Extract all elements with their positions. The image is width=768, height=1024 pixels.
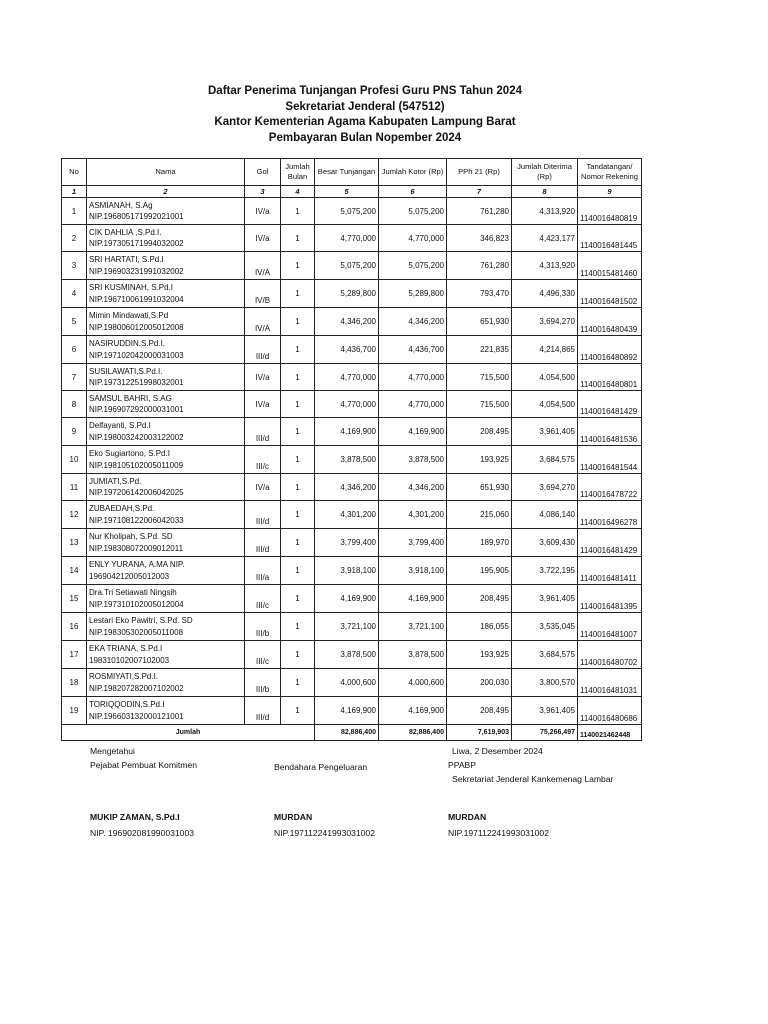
row-jumlah-diterima: 4,054,500 (512, 364, 578, 391)
row-pph: 793,470 (447, 280, 512, 308)
row-jumlah-diterima: 3,535,045 (512, 613, 578, 641)
row-name-cell (87, 585, 245, 613)
row-gol: IV/a (245, 391, 281, 418)
row-no: 9 (62, 418, 87, 446)
header-jumlah-bulan: Jumlah Bulan (281, 159, 315, 186)
row-jumlah-diterima: 3,800,570 (512, 669, 578, 697)
table-row (62, 336, 642, 364)
row-besar-tunjangan: 4,770,000 (315, 391, 379, 418)
row-nip: NIP.196603132000121001 (89, 711, 184, 721)
row-rekening: 1140016481411 (578, 557, 642, 585)
header-besar-tunjangan: Besar Tunjangan (315, 159, 379, 186)
row-pph: 186,055 (447, 613, 512, 641)
row-pph: 200,030 (447, 669, 512, 697)
row-jumlah-bulan: 1 (281, 391, 315, 418)
row-name-cell (87, 529, 245, 557)
row-no: 14 (62, 557, 87, 585)
row-jumlah-diterima: 3,961,405 (512, 418, 578, 446)
row-nip: NIP.197108122006042033 (89, 515, 184, 525)
row-pph: 208,495 (447, 697, 512, 725)
row-jumlah-kotor: 4,169,900 (379, 697, 447, 725)
row-rekening: 1140016480892 (578, 336, 642, 364)
row-jumlah-diterima: 3,722,195 (512, 557, 578, 585)
row-jumlah-diterima: 3,694,270 (512, 474, 578, 501)
row-name: Delfayanti, S.Pd.I (89, 421, 151, 430)
row-name-cell (87, 252, 245, 280)
row-name: JUMIATI,S.Pd. (89, 476, 142, 486)
row-gol: IV/a (245, 225, 281, 252)
row-name-cell (87, 336, 245, 364)
row-nip: NIP.197102042000031003 (89, 350, 184, 360)
col-number: 4 (281, 186, 315, 198)
row-rekening: 1140016481544 (578, 446, 642, 474)
header-jumlah-diterima: Jumlah Diterima (Rp) (512, 159, 578, 186)
row-gol: III/d (245, 697, 281, 725)
row-name-cell (87, 198, 245, 225)
row-jumlah-diterima: 4,214,865 (512, 336, 578, 364)
row-name-cell (87, 364, 245, 391)
row-jumlah-bulan: 1 (281, 697, 315, 725)
total-pph: 7,619,903 (447, 725, 512, 741)
row-besar-tunjangan: 3,918,100 (315, 557, 379, 585)
row-jumlah-bulan: 1 (281, 336, 315, 364)
row-jumlah-kotor: 5,075,200 (379, 198, 447, 225)
row-pph: 651,930 (447, 474, 512, 501)
row-gol: III/c (245, 585, 281, 613)
col-number: 2 (87, 186, 245, 198)
row-jumlah-bulan: 1 (281, 446, 315, 474)
table-row (62, 585, 642, 613)
row-no: 15 (62, 585, 87, 613)
row-jumlah-bulan: 1 (281, 474, 315, 501)
row-jumlah-bulan: 1 (281, 613, 315, 641)
row-name-cell (87, 225, 245, 252)
row-jumlah-kotor: 4,169,900 (379, 418, 447, 446)
row-pph: 651,930 (447, 308, 512, 336)
document-title (0, 84, 730, 146)
row-nip: NIP.198003242003122002 (89, 432, 184, 442)
total-kotor: 82,886,400 (379, 725, 447, 741)
sig-middle-role: Bendahara Pengeluaran (274, 762, 368, 772)
row-jumlah-kotor: 4,770,000 (379, 364, 447, 391)
row-nip: NIP.196907292000031001 (89, 405, 184, 414)
row-jumlah-kotor: 4,301,200 (379, 501, 447, 529)
header-jumlah-kotor: Jumlah Kotor (Rp) (379, 159, 447, 186)
row-nip: NIP.197312251998032001 (89, 378, 184, 387)
sig-middle-nip: NIP.197112241993031002 (274, 828, 375, 838)
row-jumlah-bulan: 1 (281, 225, 315, 252)
row-gol: III/c (245, 641, 281, 669)
row-name: SAMSUL BAHRI, S.AG (89, 393, 172, 403)
row-gol: III/b (245, 669, 281, 697)
row-jumlah-diterima: 3,609,430 (512, 529, 578, 557)
row-besar-tunjangan: 5,075,200 (315, 252, 379, 280)
row-jumlah-bulan: 1 (281, 641, 315, 669)
row-jumlah-diterima: 4,313,920 (512, 252, 578, 280)
row-nip: NIP.198207282007102002 (89, 683, 184, 693)
total-besar: 82,886,400 (315, 725, 379, 741)
row-name: Lestari Eko Pawitri, S.Pd. SD (89, 616, 193, 625)
row-pph: 715,500 (447, 391, 512, 418)
row-jumlah-bulan: 1 (281, 585, 315, 613)
row-no: 4 (62, 280, 87, 308)
row-gol: III/d (245, 418, 281, 446)
row-jumlah-diterima: 4,086,140 (512, 501, 578, 529)
table-row (62, 308, 642, 336)
row-no: 11 (62, 474, 87, 501)
row-name: Eko Sugiartono, S.Pd.I (89, 449, 170, 458)
row-nip: NIP.196903231991032002 (89, 266, 184, 276)
table-row (62, 613, 642, 641)
row-pph: 208,495 (447, 585, 512, 613)
row-jumlah-kotor: 4,346,200 (379, 308, 447, 336)
table-row (62, 446, 642, 474)
row-no: 17 (62, 641, 87, 669)
row-jumlah-bulan: 1 (281, 418, 315, 446)
row-name-cell (87, 391, 245, 418)
row-nip: NIP.198308072009012011 (89, 543, 184, 553)
table-row (62, 418, 642, 446)
table-row (62, 641, 642, 669)
sig-right-role: PPABP (448, 760, 477, 770)
row-jumlah-kotor: 4,770,000 (379, 225, 447, 252)
row-jumlah-bulan: 1 (281, 557, 315, 585)
row-name: CIK DAHLIA ,S.Pd.I. (89, 227, 162, 237)
row-pph: 195,905 (447, 557, 512, 585)
row-gol: III/d (245, 501, 281, 529)
sig-left-line2: Pejabat Pembuat Komitmen (90, 760, 198, 770)
row-pph: 193,925 (447, 446, 512, 474)
row-besar-tunjangan: 4,301,200 (315, 501, 379, 529)
row-no: 5 (62, 308, 87, 336)
col-number: 3 (245, 186, 281, 198)
col-number: 6 (379, 186, 447, 198)
row-jumlah-bulan: 1 (281, 280, 315, 308)
row-gol: IV/a (245, 474, 281, 501)
row-no: 12 (62, 501, 87, 529)
row-jumlah-kotor: 4,000,600 (379, 669, 447, 697)
total-diterima: 75,266,497 (512, 725, 578, 741)
row-no: 19 (62, 697, 87, 725)
row-jumlah-kotor: 3,721,100 (379, 613, 447, 641)
row-name: Dra.Tri Setiawati Ningsih (89, 588, 177, 597)
row-besar-tunjangan: 4,169,900 (315, 585, 379, 613)
row-no: 7 (62, 364, 87, 391)
column-number-row (62, 186, 642, 198)
header-pph: PPh 21 (Rp) (447, 159, 512, 186)
row-name: Mimin Mindawati,S.Pd (89, 311, 169, 320)
row-name-cell (87, 280, 245, 308)
title-line-1: Daftar Penerima Tunjangan Profesi Guru PNS Tahun 2024 (208, 85, 522, 97)
row-jumlah-diterima: 3,694,270 (512, 308, 578, 336)
row-jumlah-diterima: 4,313,920 (512, 198, 578, 225)
row-rekening: 1140016478722 (578, 474, 642, 501)
row-rekening: 1140016481031 (578, 669, 642, 697)
row-name: ZUBAEDAH,S.Pd. (89, 504, 155, 513)
row-name: ROSMIYATI,S.Pd.I. (89, 672, 159, 681)
sig-left-name: MUKIP ZAMAN, S.Pd.I (90, 812, 180, 822)
row-gol: IV/a (245, 364, 281, 391)
row-besar-tunjangan: 3,878,500 (315, 446, 379, 474)
table-row (62, 280, 642, 308)
row-name: ASMIANAH, S.Ag (89, 200, 153, 210)
recipient-table (61, 158, 642, 741)
row-nip: NIP.198105102005011009 (89, 460, 184, 470)
row-gol: IV/a (245, 198, 281, 225)
table-row (62, 474, 642, 501)
row-gol: III/c (245, 446, 281, 474)
row-no: 6 (62, 336, 87, 364)
row-nip: NIP.198006012005012008 (89, 322, 184, 332)
row-besar-tunjangan: 4,346,200 (315, 474, 379, 501)
col-number: 8 (512, 186, 578, 198)
row-pph: 208,495 (447, 418, 512, 446)
row-jumlah-diterima: 4,423,177 (512, 225, 578, 252)
row-no: 1 (62, 198, 87, 225)
row-jumlah-bulan: 1 (281, 364, 315, 391)
row-besar-tunjangan: 3,799,400 (315, 529, 379, 557)
row-rekening: 1140016481502 (578, 280, 642, 308)
row-jumlah-bulan: 1 (281, 529, 315, 557)
row-no: 13 (62, 529, 87, 557)
row-nip: NIP.196805171992021001 (89, 212, 184, 221)
row-jumlah-bulan: 1 (281, 501, 315, 529)
row-name: ENLY YURANA, A.MA NIP. (89, 560, 185, 569)
row-rekening: 1140016481007 (578, 613, 642, 641)
row-besar-tunjangan: 4,169,900 (315, 697, 379, 725)
total-rekening: 1140021462448 (578, 725, 642, 741)
row-nip: NIP.197206142006042025 (89, 488, 184, 497)
table-header-row (62, 159, 642, 186)
row-jumlah-kotor: 3,878,500 (379, 641, 447, 669)
row-rekening: 1140016481429 (578, 391, 642, 418)
sig-right-date: Liwa, 2 Desember 2024 (452, 746, 543, 756)
row-name: EKA TRIANA, S.Pd.I (89, 644, 163, 653)
row-name: Nur Kholipah, S.Pd. SD (89, 532, 173, 541)
row-besar-tunjangan: 4,000,600 (315, 669, 379, 697)
row-gol: III/b (245, 613, 281, 641)
row-name-cell (87, 697, 245, 725)
row-rekening: 1140015481460 (578, 252, 642, 280)
row-besar-tunjangan: 5,289,800 (315, 280, 379, 308)
row-gol: III/d (245, 336, 281, 364)
title-line-3: Kantor Kementerian Agama Kabupaten Lampung Barat (214, 116, 516, 128)
row-jumlah-kotor: 5,075,200 (379, 252, 447, 280)
row-gol: III/d (245, 529, 281, 557)
sig-left-line1: Mengetahui (90, 746, 135, 756)
row-jumlah-bulan: 1 (281, 252, 315, 280)
row-rekening: 1140016480702 (578, 641, 642, 669)
row-jumlah-kotor: 5,289,800 (379, 280, 447, 308)
table-row (62, 364, 642, 391)
row-name-cell (87, 418, 245, 446)
row-pph: 761,280 (447, 252, 512, 280)
table-row (62, 697, 642, 725)
row-pph: 215,060 (447, 501, 512, 529)
row-jumlah-diterima: 4,496,330 (512, 280, 578, 308)
row-jumlah-bulan: 1 (281, 198, 315, 225)
row-nip: NIP.198305302005011008 (89, 627, 184, 637)
row-jumlah-kotor: 4,770,000 (379, 391, 447, 418)
row-pph: 221,835 (447, 336, 512, 364)
row-besar-tunjangan: 4,770,000 (315, 364, 379, 391)
row-gol: IV/A (245, 308, 281, 336)
sig-middle-name: MURDAN (274, 812, 313, 822)
sig-right-nip: NIP.197112241993031002 (448, 828, 549, 838)
row-name-cell (87, 641, 245, 669)
table-row (62, 501, 642, 529)
row-nip: 196904212005012003 (89, 571, 170, 581)
title-line-2: Sekretariat Jenderal (547512) (285, 100, 445, 113)
row-jumlah-kotor: 4,436,700 (379, 336, 447, 364)
row-besar-tunjangan: 4,770,000 (315, 225, 379, 252)
table-row (62, 391, 642, 418)
total-label: Jumlah (62, 725, 315, 741)
col-number: 7 (447, 186, 512, 198)
header-gol: Gol (245, 159, 281, 186)
row-no: 18 (62, 669, 87, 697)
table-row (62, 669, 642, 697)
row-jumlah-bulan: 1 (281, 669, 315, 697)
row-rekening: 1140016480686 (578, 697, 642, 725)
row-name-cell (87, 669, 245, 697)
table-row (62, 225, 642, 252)
row-jumlah-diterima: 3,961,405 (512, 697, 578, 725)
row-jumlah-kotor: 4,169,900 (379, 585, 447, 613)
row-pph: 189,970 (447, 529, 512, 557)
row-name-cell (87, 501, 245, 529)
sig-right-office: Sekretariat Jenderal Kankemenag Lambar (452, 774, 614, 784)
row-rekening: 1140016481536 (578, 418, 642, 446)
table-total-row (62, 725, 642, 741)
row-name: NASIRUDDIN,S.Pd.I. (89, 339, 166, 348)
row-pph: 193,925 (447, 641, 512, 669)
row-no: 2 (62, 225, 87, 252)
header-tandatangan: Tandatangan/ Nomor Rekening (578, 159, 642, 186)
row-rekening: 1140016496278 (578, 501, 642, 529)
table-row (62, 557, 642, 585)
row-name: TORIQQODIN,S.Pd.I (89, 700, 165, 709)
row-nip: NIP.197305171994032002 (89, 239, 184, 248)
row-pph: 715,500 (447, 364, 512, 391)
row-name-cell (87, 557, 245, 585)
row-rekening: 1140016481395 (578, 585, 642, 613)
row-jumlah-diterima: 3,684,575 (512, 446, 578, 474)
table-row (62, 529, 642, 557)
col-number: 1 (62, 186, 87, 198)
row-no: 16 (62, 613, 87, 641)
col-number: 5 (315, 186, 379, 198)
title-line-4: Pembayaran Bulan Nopember 2024 (268, 131, 462, 144)
row-name: SUSILAWATI,S.Pd.I. (89, 366, 163, 376)
row-no: 3 (62, 252, 87, 280)
row-rekening: 1140016480439 (578, 308, 642, 336)
sig-left-nip: NIP. 196902081990031003 (90, 828, 195, 838)
row-rekening: 1140016481445 (578, 225, 642, 252)
row-rekening: 1140016481429 (578, 529, 642, 557)
row-besar-tunjangan: 5,075,200 (315, 198, 379, 225)
col-number: 9 (578, 186, 642, 198)
row-name-cell (87, 474, 245, 501)
row-pph: 346,823 (447, 225, 512, 252)
row-name-cell (87, 613, 245, 641)
row-name-cell (87, 308, 245, 336)
row-besar-tunjangan: 4,346,200 (315, 308, 379, 336)
row-besar-tunjangan: 4,436,700 (315, 336, 379, 364)
table-row (62, 252, 642, 280)
row-no: 8 (62, 391, 87, 418)
row-gol: IV/A (245, 252, 281, 280)
row-jumlah-diterima: 4,054,500 (512, 391, 578, 418)
row-gol: IV/B (245, 280, 281, 308)
row-name: SRI KUSMINAH, S.Pd.I (89, 283, 174, 292)
row-jumlah-kotor: 3,918,100 (379, 557, 447, 585)
row-nip: NIP.197310102005012004 (89, 599, 184, 609)
row-rekening: 1140016480801 (578, 364, 642, 391)
row-nip: NIP.196710061991032004 (89, 294, 184, 304)
header-nama: Nama (87, 159, 245, 186)
row-name: SRI HARTATI, S.Pd.I (89, 255, 164, 264)
header-no: No (62, 159, 87, 186)
row-no: 10 (62, 446, 87, 474)
row-name-cell (87, 446, 245, 474)
row-jumlah-kotor: 3,799,400 (379, 529, 447, 557)
row-rekening: 1140016480819 (578, 198, 642, 225)
row-nip: 198310102007102003 (89, 655, 170, 665)
row-jumlah-kotor: 3,878,500 (379, 446, 447, 474)
row-besar-tunjangan: 3,721,100 (315, 613, 379, 641)
sig-right-name: MURDAN (448, 812, 487, 822)
row-gol: III/a (245, 557, 281, 585)
row-pph: 761,280 (447, 198, 512, 225)
table-row (62, 198, 642, 225)
row-jumlah-bulan: 1 (281, 308, 315, 336)
row-jumlah-kotor: 4,346,200 (379, 474, 447, 501)
row-besar-tunjangan: 3,878,500 (315, 641, 379, 669)
row-jumlah-diterima: 3,684,575 (512, 641, 578, 669)
row-jumlah-diterima: 3,961,405 (512, 585, 578, 613)
row-besar-tunjangan: 4,169,900 (315, 418, 379, 446)
